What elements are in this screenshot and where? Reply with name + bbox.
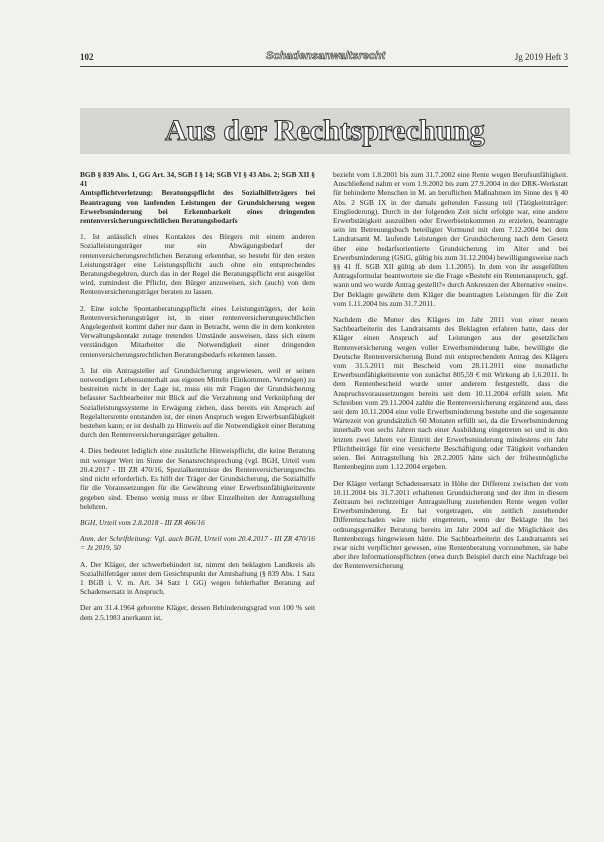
section-title: Aus der Rechtsprechung: [165, 114, 485, 147]
section-title-band: [80, 108, 570, 154]
paragraph: Nachdem die Mutter des Klägers im Jahr 2011 von einer neuen Sachbearbeiterin des Landratsamts des Beklagten erfahren hatte, dass der Kläger einen Anspruch auf Leistungen aus der gesetzlichen Rentenversicherung wegen voller Erwerbsminderung habe, bewilligte die Deutsche Rentenversicherung Bund mit entsprechendem Antrag des Klägers vom 31.5.2011 mit Bescheid vom 28.11.2011 eine monatliche Erwerbsunfähigkeitsrente von zunächst 805,59 € mit Wirkung ab 1.6.2011. In dem Rentenbescheid wurde unter anderem festgestellt, dass die Anspruchsvoraussetzungen bereits seit dem 10.11.2004 erfüllt seien. Mit Schreiben vom 29.11.2004 zahlte die Rentenversicherung ergänzend aus, dass seit dem 10.11.2004 eine volle Erwerbsminderung bestehe und die sogenannte Wartezeit von grundsätzlich 60 Monaten erfüllt sei, da die Erwerbsminderung innerhalb von sechs Jahren nach einer Ausbildung eingetreten sei und in den letzten zwei Jahren vor Eintritt der Erwerbsminderung mindestens ein Jahr Pflichtbeiträge für eine versicherte Beschäftigung oder Tätigkeit vorhanden seien. Bei Antragstellung bis 28.2.2005 hätte sich der frühestmögliche Rentenbeginn zum 1.12.2004 ergeben.: [333, 315, 568, 472]
paragraph: BGH, Urteil vom 2.8.2018 - III ZR 466/16: [80, 517, 205, 527]
paragraph: 1. Ist anlässlich eines Kontaktes des Bürgers mit einem anderen Sozialleistungsträger nur ein Abwägungsbedarf der rentenversicherungsrechtlichen Beratung erkennbar, so besteht für den ersten Leistungsträger eine Leistungspflicht auch ohne ein entsprechendes Beratungsbegehren, durch das in der Regel die Beratungspflicht erst ausgelöst wird, zumindest die Pflicht, den Bürger anzuweisen, sich (auch) von dem Rentenversicherungsträger beraten zu lassen.: [80, 232, 315, 297]
paragraph: Amtspflichtverletzung: Beratungspflicht des Sozialhilfeträgers bei Beantragung von laufenden Leistungen der Grundsicherung wegen Erwerbsminderung bei Erkennbarkeit eines dringenden rentenversicherungsrechtlichen Beratungsbedarfs: [80, 188, 315, 226]
paragraph: 3. Ist ein Antragsteller auf Grundsicherung angewiesen, weil er seinen notwendigen Lebensunterhalt aus eigenen Mitteln (Einkommen, Vermögen) zu bestreiten nicht in der Lage ist, muss ein mit Fragen der Grundsicherung befasster Sachbearbeiter mit Blick auf die Verzahnung und Verknüpfung der Sozialleistungssysteme in Erwägung ziehen, dass bereits ein Anspruch auf Regelaltersrente entstanden ist, der einen Anspruch wegen Erwerbsunfähigkeit bestehen kann; er ist deshalb zu Hinweis auf die Notwendigkeit einer Beratung durch den Rentenversicherungsträger gehalten.: [80, 365, 315, 440]
paragraph: A. Der Kläger, der schwerbehindert ist, nimmt den beklagten Landkreis als Sozialhilfeträger unter dem Gesichtspunkt der Amtshaftung (§ 839 Abs. 1 Satz 1 BGB i. V. m. Art. 34 Satz 1 GG) wegen fehlerhafter Beratung auf Schadensersatz in Anspruch.: [80, 559, 315, 597]
page-number: 102: [80, 52, 94, 62]
paragraph: Der am 31.4.1964 geborene Kläger, dessen Behinderungsgrad von 100 % seit dem 2.5.1983 anerkannt ist,: [80, 603, 315, 622]
paragraph: bezieht vom 1.8.2001 bis zum 31.7.2002 eine Rente wegen Berufsunfähigkeit. Anschließend nahm er vom 1.9.2002 bis zum 27.9.2004 in der DRK-Werkstatt für behinderte Menschen in M. an beruflichen Maßnahmen im Sinne des § 40 Abs. 2 SGB IX in der damals geltenden Fassung teil (Tätigkeitsträger: Eingliederung). Durch in der folgenden Zeit nicht erfolgte war, eine andere Erwerbstätigkeit auszuüben oder Erwerbseinkommen zu erzielen, beantragte sein im Betreuungsbuch beteiligter Vormund mit dem 7.12.2004 bei dem Landratsamt M. laufende Leistungen der Grundsicherung nach dem Gesetz über eine bedarfsorientierte Grundsicherung im Alter und bei Erwerbsminderung (GSiG, gültig bis zum 31.12.2004) bewilligungsweise nach §§ 41 ff. SGB XII gültig ab dem 1.1.2005). In dem von ihr ausgefüllten Antragsformular beantwortete sie die Frage »Besteht ein Rentenanspruch, ggf. wann und wo wurde Antrag gestellt?« durch Ankreuzen der Alternative »nein«. Der Beklagte gewährte dem Kläger die beantragten Leistungen für die Zeit vom 1.11.2004 bis zum 31.7.2011.: [333, 170, 568, 308]
issue-label: Jg 2019 Heft 3: [514, 52, 568, 62]
journal-logo: Schadensanwaltsrecht: [266, 50, 386, 62]
right-column: [333, 170, 568, 578]
paragraph: Der Kläger verlangt Schadensersatz in Höhe der Differenz zwischen der vom 10.11.2004 bis 31.7.2011 erhaltenen Grundsicherung und der ihm in diesem Zeitraum bei rechtzeitiger Antragstellung zustehenden Rente wegen voller Erwerbsminderung. Er hat vorgetragen, ein zeitlich zustehender Differenzschaden wäre nicht eingetreten, wenn der Beklagte ihn bei ordnungsgemäßer Beratung bereits im Jahr 2004 auf die Möglichkeit des Rentenbezugs hingewiesen hätte. Die Sachbearbeiterin des Landratsamts sei zwar nicht verpflichtet gewesen, eine Rentenberatung vorzunehmen, sie habe aber ihre Informationspflichten (etwa durch Beispiel durch eine Nachfrage bei der Rentenversicherung: [333, 478, 568, 571]
paragraph: 2. Eine solche Spontanberatungspflicht eines Leistungsträgers, der kein Rentenversicherungsträger ist, in einer rentenversicherungsrechtlichen Angelegenheit kommt daher nur dann in Betracht, wenn die in dem konkreten Verwaltungskontakt zutage tretenden Umstände ausweisen, dass sich einem verständigen Mitarbeiter die Notwendigkeit einer dringenden rentenversicherungsrechtlichen Beratungsbedarfs erkennen lassen.: [80, 303, 315, 359]
running-header: [80, 52, 568, 67]
paragraph: BGB § 839 Abs. 1, GG Art. 34, SGB I § 14; SGB VI § 43 Abs. 2; SGB XII § 41: [80, 170, 315, 189]
paragraph: 4. Dies bedeutet lediglich eine zusätzliche Hinweispflicht, die keine Beratung mit weniger Wert im Sinne der Senatsrechtsprechung (vgl. BGH, Urteil vom 20.4.2017 - III ZR 470/16, Spezialkenntnisse des Rentenversicherungsrechts sind nicht erforderlich. Es hilft der Träger der Grundsicherung, die Sozialhilfe für die Voraussetzungen für die Gewährung einer Erwerbsunfähigkeitsrente gegeben sind. Ebenso wenig muss er über Einzelheiten der Antragstellung belehren.: [80, 446, 315, 511]
left-column: [80, 170, 315, 629]
paragraph: Anm. der Schriftleitung: Vgl. auch BGH, Urteil vom 20.4.2017 - III ZR 470/16 = Jz 2019, 50: [80, 534, 315, 553]
